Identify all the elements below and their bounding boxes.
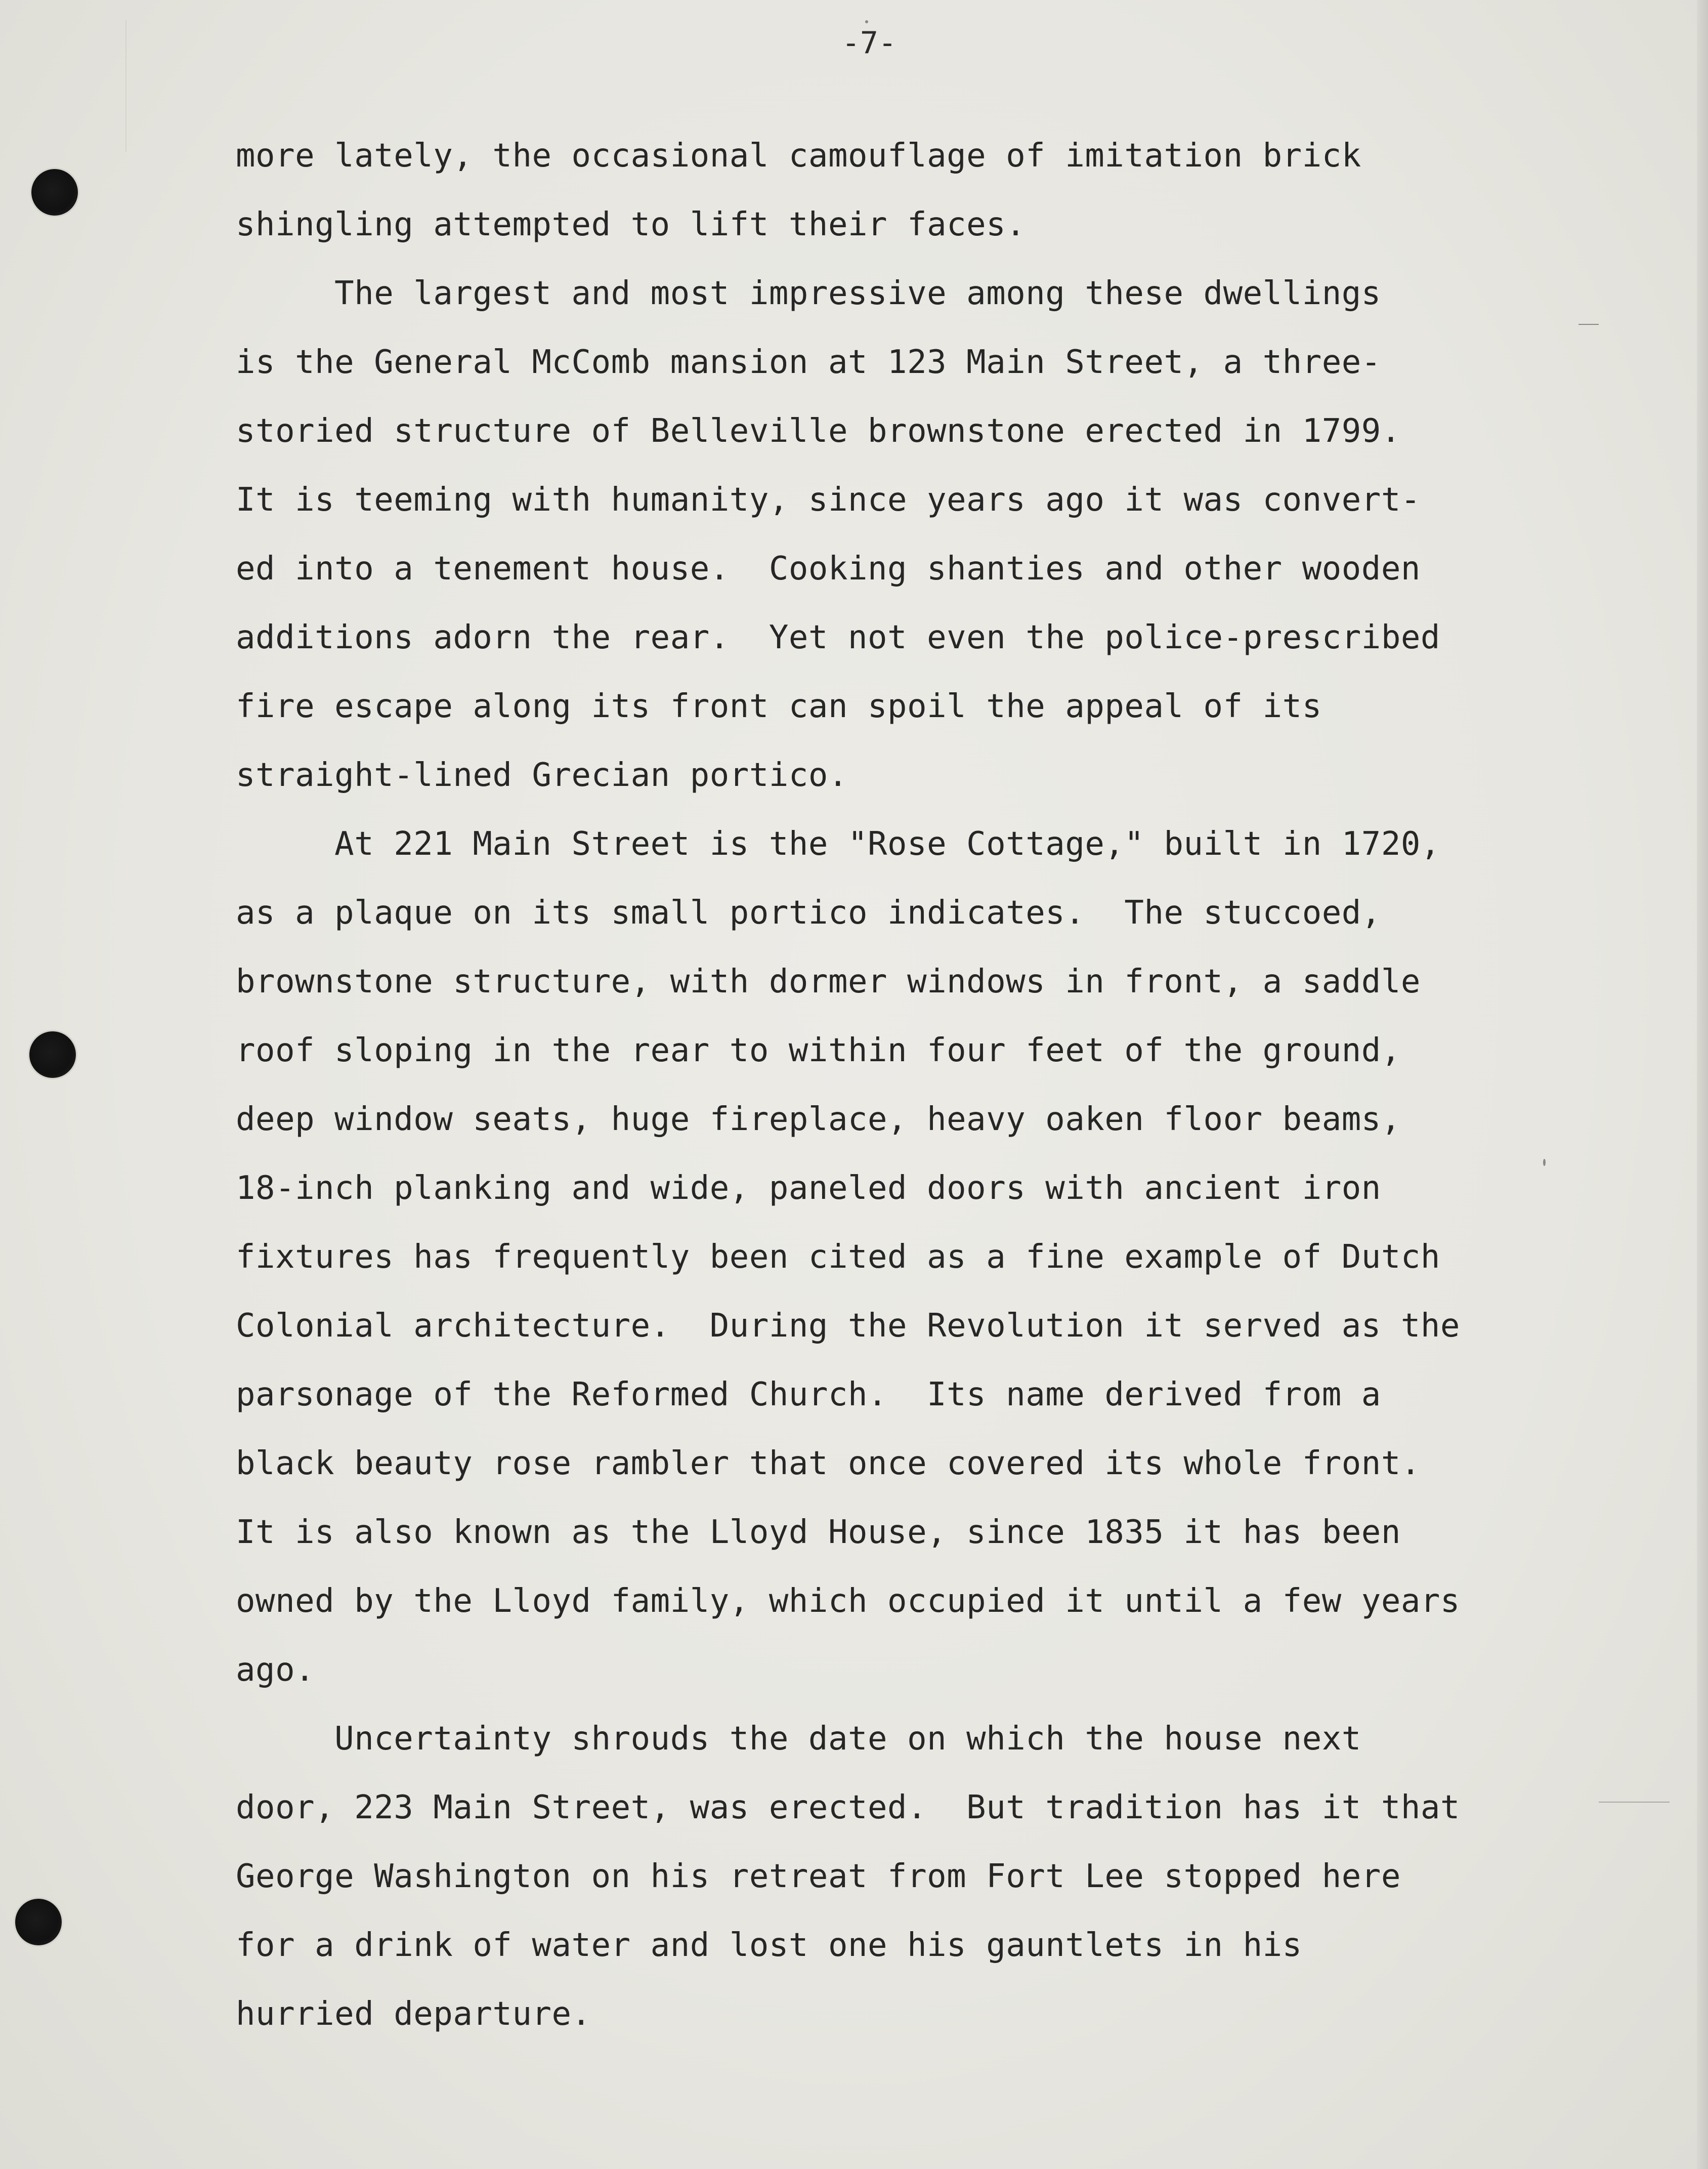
text-line: shingling attempted to lift their faces.: [236, 206, 1026, 243]
text-line: brownstone structure, with dormer windows in front, a saddle: [236, 963, 1421, 1000]
paper-speck: [865, 20, 868, 23]
text-line: It is also known as the Lloyd House, since 1835 it has been: [236, 1514, 1401, 1551]
page-edge: [1697, 0, 1708, 2169]
binder-hole-top: [31, 169, 78, 216]
text-line: as a plaque on its small portico indicates. The stuccoed,: [236, 894, 1381, 932]
binder-hole-middle: [29, 1031, 76, 1078]
text-line: black beauty rose rambler that once covered its whole front.: [236, 1445, 1421, 1482]
text-line: door, 223 Main Street, was erected. But tradition has it that: [236, 1789, 1460, 1826]
text-line: fixtures has frequently been cited as a fine example of Dutch: [236, 1238, 1440, 1276]
paper-mark: [1578, 324, 1599, 325]
page-number: -7-: [841, 25, 897, 61]
text-line: It is teeming with humanity, since years ago it was convert-: [236, 481, 1421, 519]
text-line: owned by the Lloyd family, which occupied it until a few years: [236, 1582, 1460, 1620]
text-line: 18-inch planking and wide, paneled doors with ancient iron: [236, 1170, 1381, 1207]
paper-mark: [1599, 1802, 1670, 1803]
text-line: for a drink of water and lost one his gauntlets in his: [236, 1927, 1302, 1964]
text-line: ed into a tenement house. Cooking shanties and other wooden: [236, 550, 1421, 588]
text-line: Uncertainty shrouds the date on which the house next: [236, 1720, 1361, 1758]
text-line: The largest and most impressive among these dwellings: [236, 275, 1381, 312]
text-line: is the General McComb mansion at 123 Main Street, a three-: [236, 344, 1381, 381]
paper-speck: [1543, 1159, 1546, 1166]
typed-text-body: [236, 121, 1531, 2049]
text-line: deep window seats, huge fireplace, heavy oaken floor beams,: [236, 1101, 1401, 1138]
text-line: storied structure of Belleville brownstone erected in 1799.: [236, 412, 1401, 450]
text-line: more lately, the occasional camouflage of imitation brick: [236, 137, 1361, 175]
text-line: George Washington on his retreat from Fort Lee stopped here: [236, 1858, 1401, 1895]
text-line: Colonial architecture. During the Revolution it served as the: [236, 1307, 1460, 1345]
text-line: At 221 Main Street is the "Rose Cottage," built in 1720,: [236, 825, 1440, 863]
text-line: hurried departure.: [236, 1995, 591, 2033]
text-line: ago.: [236, 1651, 315, 1689]
text-line: additions adorn the rear. Yet not even the police-prescribed: [236, 619, 1440, 656]
text-line: fire escape along its front can spoil the appeal of its: [236, 688, 1322, 725]
text-line: straight-lined Grecian portico.: [236, 757, 848, 794]
binder-hole-bottom: [15, 1899, 62, 1945]
text-line: parsonage of the Reformed Church. Its name derived from a: [236, 1376, 1381, 1413]
text-line: roof sloping in the rear to within four feet of the ground,: [236, 1032, 1401, 1069]
